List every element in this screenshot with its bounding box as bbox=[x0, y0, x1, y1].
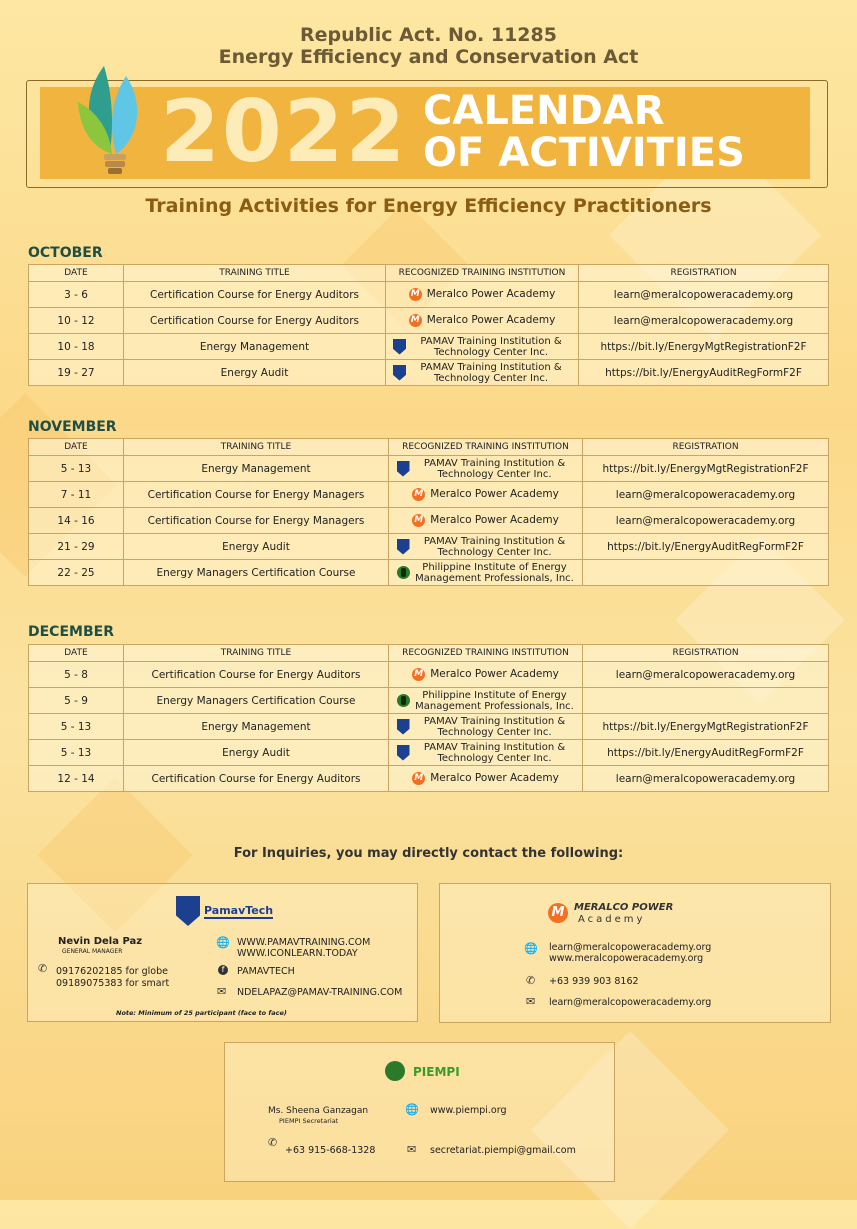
institution-name: PAMAV Training Institution & Technology Center Inc. bbox=[420, 361, 562, 384]
institution-name: Meralco Power Academy bbox=[426, 288, 556, 300]
pamav-web-1[interactable]: WWW.PAMAVTRAINING.COM bbox=[237, 937, 371, 948]
pamav-shield-icon bbox=[176, 896, 200, 926]
table-row bbox=[29, 740, 829, 766]
table-row bbox=[29, 282, 829, 308]
month-heading: DECEMBER bbox=[28, 624, 114, 640]
meralco-web-2[interactable]: www.meralcopoweracademy.org bbox=[549, 953, 704, 964]
institution-name: PAMAV Training Institution & Technology Center Inc. bbox=[420, 335, 562, 358]
pamav-shield-icon bbox=[397, 461, 410, 477]
calendar-title-line2: OF ACTIVITIES bbox=[423, 130, 745, 176]
date-cell: 10 - 12 bbox=[29, 308, 124, 334]
institution bbox=[391, 488, 580, 501]
institution bbox=[388, 314, 576, 327]
institution-cell bbox=[389, 714, 583, 740]
institution-cell bbox=[389, 482, 583, 508]
phone-icon: ✆ bbox=[268, 1136, 278, 1149]
column-header: DATE bbox=[29, 439, 124, 456]
training-title-cell: Energy Audit bbox=[124, 534, 389, 560]
meralco-brand-line2: Academy bbox=[578, 914, 646, 925]
training-title-cell: Energy Management bbox=[124, 456, 389, 482]
table-header-row bbox=[29, 265, 829, 282]
column-header: REGISTRATION bbox=[579, 265, 829, 282]
registration-cell[interactable]: learn@meralcopoweracademy.org bbox=[583, 662, 829, 688]
registration-cell[interactable]: learn@meralcopoweracademy.org bbox=[583, 508, 829, 534]
pamav-contact-name: Nevin Dela Paz bbox=[58, 936, 143, 947]
registration-cell bbox=[583, 560, 829, 586]
calendar-title-line1: CALENDAR bbox=[423, 88, 665, 134]
institution-name: Meralco Power Academy bbox=[426, 314, 556, 326]
email-icon: ✉ bbox=[407, 1143, 417, 1156]
month-heading: NOVEMBER bbox=[28, 419, 117, 435]
piempi-email[interactable]: secretariat.piempi@gmail.com bbox=[430, 1145, 576, 1156]
institution-cell bbox=[386, 282, 579, 308]
meralco-phone: +63 939 903 8162 bbox=[549, 976, 639, 987]
meralco-email[interactable]: learn@meralcopoweracademy.org bbox=[549, 997, 712, 1008]
institution bbox=[388, 288, 576, 301]
schedule-table bbox=[28, 438, 829, 586]
pamav-shield-icon bbox=[397, 719, 410, 735]
institution-cell bbox=[386, 360, 579, 386]
pamav-web-2[interactable]: WWW.ICONLEARN.TODAY bbox=[237, 948, 358, 959]
column-header: TRAINING TITLE bbox=[124, 265, 386, 282]
month-heading: OCTOBER bbox=[28, 245, 103, 261]
pamav-contact-box bbox=[27, 883, 418, 1022]
act-number: Republic Act. No. 11285 bbox=[300, 24, 557, 46]
institution bbox=[391, 668, 580, 681]
registration-cell[interactable]: https://bit.ly/EnergyAuditRegFormF2F bbox=[579, 360, 829, 386]
institution-name: PAMAV Training Institution & Technology Center Inc. bbox=[423, 715, 566, 738]
institution-cell bbox=[389, 688, 583, 714]
institution-cell bbox=[389, 456, 583, 482]
globe-icon: 🌐 bbox=[405, 1103, 419, 1116]
institution-name: Meralco Power Academy bbox=[430, 514, 559, 526]
date-cell: 7 - 11 bbox=[29, 482, 124, 508]
institution-cell bbox=[389, 740, 583, 766]
training-title-cell: Certification Course for Energy Managers bbox=[124, 508, 389, 534]
page-subtitle: Training Activities for Energy Efficiency Practitioners bbox=[145, 195, 712, 217]
training-title-cell: Energy Management bbox=[124, 334, 386, 360]
institution bbox=[391, 514, 580, 527]
piempi-contact-box bbox=[224, 1042, 615, 1182]
institution-name: PAMAV Training Institution & Technology Center Inc. bbox=[423, 457, 566, 480]
training-title-cell: Certification Course for Energy Auditors bbox=[124, 282, 386, 308]
meralco-contact-box bbox=[439, 883, 831, 1023]
column-header: DATE bbox=[29, 265, 124, 282]
lightbulb-leaf-icon bbox=[74, 62, 154, 180]
institution bbox=[391, 458, 580, 480]
table-row bbox=[29, 560, 829, 586]
institution-name: Meralco Power Academy bbox=[430, 668, 559, 680]
date-cell: 5 - 13 bbox=[29, 456, 124, 482]
institution-cell bbox=[389, 662, 583, 688]
schedule-table bbox=[28, 264, 829, 386]
meralco-logo-icon: M bbox=[412, 514, 425, 527]
table-row bbox=[29, 662, 829, 688]
pamav-contact-role: GENERAL MANAGER bbox=[62, 948, 123, 955]
registration-cell[interactable]: learn@meralcopoweracademy.org bbox=[583, 482, 829, 508]
training-title-cell: Energy Audit bbox=[124, 740, 389, 766]
institution bbox=[391, 772, 580, 785]
table-row bbox=[29, 714, 829, 740]
table-row bbox=[29, 688, 829, 714]
piempi-logo-icon bbox=[397, 566, 410, 579]
training-title-cell: Certification Course for Energy Auditors bbox=[124, 662, 389, 688]
institution-name: Philippine Institute of Energy Management Professionals, Inc. bbox=[415, 561, 574, 584]
piempi-brand: PIEMPI bbox=[413, 1065, 460, 1079]
institution-name: Meralco Power Academy bbox=[430, 488, 559, 500]
schedule-table bbox=[28, 644, 829, 792]
piempi-contact-role: PIEMPI Secretariat bbox=[279, 1117, 339, 1125]
column-header: REGISTRATION bbox=[583, 439, 829, 456]
pamav-facebook[interactable]: PAMAVTECH bbox=[237, 966, 295, 977]
meralco-logo-icon: M bbox=[412, 668, 425, 681]
registration-cell[interactable]: learn@meralcopoweracademy.org bbox=[579, 282, 829, 308]
institution bbox=[388, 336, 576, 358]
registration-cell[interactable]: https://bit.ly/EnergyMgtRegistrationF2F bbox=[583, 714, 829, 740]
date-cell: 10 - 18 bbox=[29, 334, 124, 360]
table-row bbox=[29, 456, 829, 482]
institution-name: Philippine Institute of Energy Management Professionals, Inc. bbox=[415, 689, 574, 712]
table-row bbox=[29, 482, 829, 508]
phone-icon: ✆ bbox=[38, 962, 48, 975]
piempi-logo-icon bbox=[385, 1061, 405, 1081]
calendar-title bbox=[423, 90, 745, 174]
institution-cell bbox=[386, 308, 579, 334]
table-header-row bbox=[29, 645, 829, 662]
pamav-note: Note: Minimum of 25 participant (face to face) bbox=[116, 1009, 287, 1017]
table-row bbox=[29, 308, 829, 334]
date-cell: 5 - 13 bbox=[29, 740, 124, 766]
training-title-cell: Certification Course for Energy Auditors bbox=[124, 766, 389, 792]
date-cell: 22 - 25 bbox=[29, 560, 124, 586]
institution bbox=[391, 536, 580, 558]
date-cell: 3 - 6 bbox=[29, 282, 124, 308]
institution bbox=[391, 562, 580, 584]
piempi-contact-name: Ms. Sheena Ganzagan bbox=[268, 1106, 369, 1116]
date-cell: 5 - 9 bbox=[29, 688, 124, 714]
column-header: TRAINING TITLE bbox=[124, 645, 389, 662]
meralco-logo-icon: M bbox=[409, 314, 422, 327]
column-header: REGISTRATION bbox=[583, 645, 829, 662]
table-row bbox=[29, 360, 829, 386]
pamav-shield-icon bbox=[393, 339, 406, 355]
institution-cell bbox=[389, 508, 583, 534]
training-title-cell: Certification Course for Energy Managers bbox=[124, 482, 389, 508]
institution-name: Meralco Power Academy bbox=[430, 772, 559, 784]
registration-cell[interactable]: https://bit.ly/EnergyAuditRegFormF2F bbox=[583, 740, 829, 766]
date-cell: 5 - 13 bbox=[29, 714, 124, 740]
piempi-web[interactable]: www.piempi.org bbox=[430, 1105, 507, 1116]
registration-cell[interactable]: learn@meralcopoweracademy.org bbox=[579, 308, 829, 334]
institution-cell bbox=[389, 766, 583, 792]
pamav-phone-1: 09176202185 for globe bbox=[56, 966, 168, 977]
table-row bbox=[29, 334, 829, 360]
column-header: TRAINING TITLE bbox=[124, 439, 389, 456]
date-cell: 12 - 14 bbox=[29, 766, 124, 792]
institution bbox=[391, 690, 580, 712]
pamav-email[interactable]: NDELAPAZ@PAMAV-TRAINING.COM bbox=[237, 987, 403, 998]
column-header: RECOGNIZED TRAINING INSTITUTION bbox=[389, 645, 583, 662]
email-icon: ✉ bbox=[217, 985, 227, 998]
registration-cell[interactable]: https://bit.ly/EnergyAuditRegFormF2F bbox=[583, 534, 829, 560]
column-header: RECOGNIZED TRAINING INSTITUTION bbox=[389, 439, 583, 456]
date-cell: 5 - 8 bbox=[29, 662, 124, 688]
meralco-brand-line1: MERALCO POWER bbox=[574, 902, 674, 913]
facebook-icon: f bbox=[218, 965, 228, 975]
meralco-logo-icon: M bbox=[409, 288, 422, 301]
table-row bbox=[29, 766, 829, 792]
email-icon: ✉ bbox=[526, 995, 536, 1008]
training-title-cell: Certification Course for Energy Auditors bbox=[124, 308, 386, 334]
institution-cell bbox=[389, 560, 583, 586]
date-cell: 19 - 27 bbox=[29, 360, 124, 386]
meralco-logo-icon: M bbox=[412, 772, 425, 785]
meralco-logo-icon: M bbox=[548, 903, 568, 923]
piempi-phone: +63 915-668-1328 bbox=[285, 1145, 376, 1156]
registration-cell[interactable]: learn@meralcopoweracademy.org bbox=[583, 766, 829, 792]
institution-name: PAMAV Training Institution & Technology Center Inc. bbox=[423, 741, 566, 764]
year-title: 2022 bbox=[160, 82, 408, 182]
pamav-shield-icon bbox=[397, 745, 410, 761]
act-title: Energy Efficiency and Conservation Act bbox=[218, 46, 639, 68]
globe-icon: 🌐 bbox=[216, 936, 230, 949]
table-header-row bbox=[29, 439, 829, 456]
training-title-cell: Energy Managers Certification Course bbox=[124, 560, 389, 586]
training-title-cell: Energy Managers Certification Course bbox=[124, 688, 389, 714]
phone-icon: ✆ bbox=[526, 974, 536, 987]
institution bbox=[391, 716, 580, 738]
training-title-cell: Energy Management bbox=[124, 714, 389, 740]
table-row bbox=[29, 534, 829, 560]
pamav-shield-icon bbox=[397, 539, 410, 555]
institution bbox=[391, 742, 580, 764]
meralco-logo-icon: M bbox=[412, 488, 425, 501]
institution bbox=[388, 362, 576, 384]
institution-cell bbox=[389, 534, 583, 560]
globe-icon: 🌐 bbox=[524, 942, 538, 955]
registration-cell bbox=[583, 688, 829, 714]
date-cell: 21 - 29 bbox=[29, 534, 124, 560]
pamav-phone-2: 09189075383 for smart bbox=[56, 978, 170, 989]
date-cell: 14 - 16 bbox=[29, 508, 124, 534]
column-header: DATE bbox=[29, 645, 124, 662]
registration-cell[interactable]: https://bit.ly/EnergyMgtRegistrationF2F bbox=[583, 456, 829, 482]
pamav-brand: PamavTech bbox=[204, 904, 274, 917]
institution-name: PAMAV Training Institution & Technology Center Inc. bbox=[423, 535, 566, 558]
column-header: RECOGNIZED TRAINING INSTITUTION bbox=[386, 265, 579, 282]
table-row bbox=[29, 508, 829, 534]
registration-cell[interactable]: https://bit.ly/EnergyMgtRegistrationF2F bbox=[579, 334, 829, 360]
institution-cell bbox=[386, 334, 579, 360]
training-title-cell: Energy Audit bbox=[124, 360, 386, 386]
pamav-shield-icon bbox=[393, 365, 406, 381]
inquiries-heading: For Inquiries, you may directly contact the following: bbox=[233, 846, 624, 861]
meralco-web-1[interactable]: learn@meralcopoweracademy.org bbox=[549, 942, 712, 953]
piempi-logo-icon bbox=[397, 694, 410, 707]
